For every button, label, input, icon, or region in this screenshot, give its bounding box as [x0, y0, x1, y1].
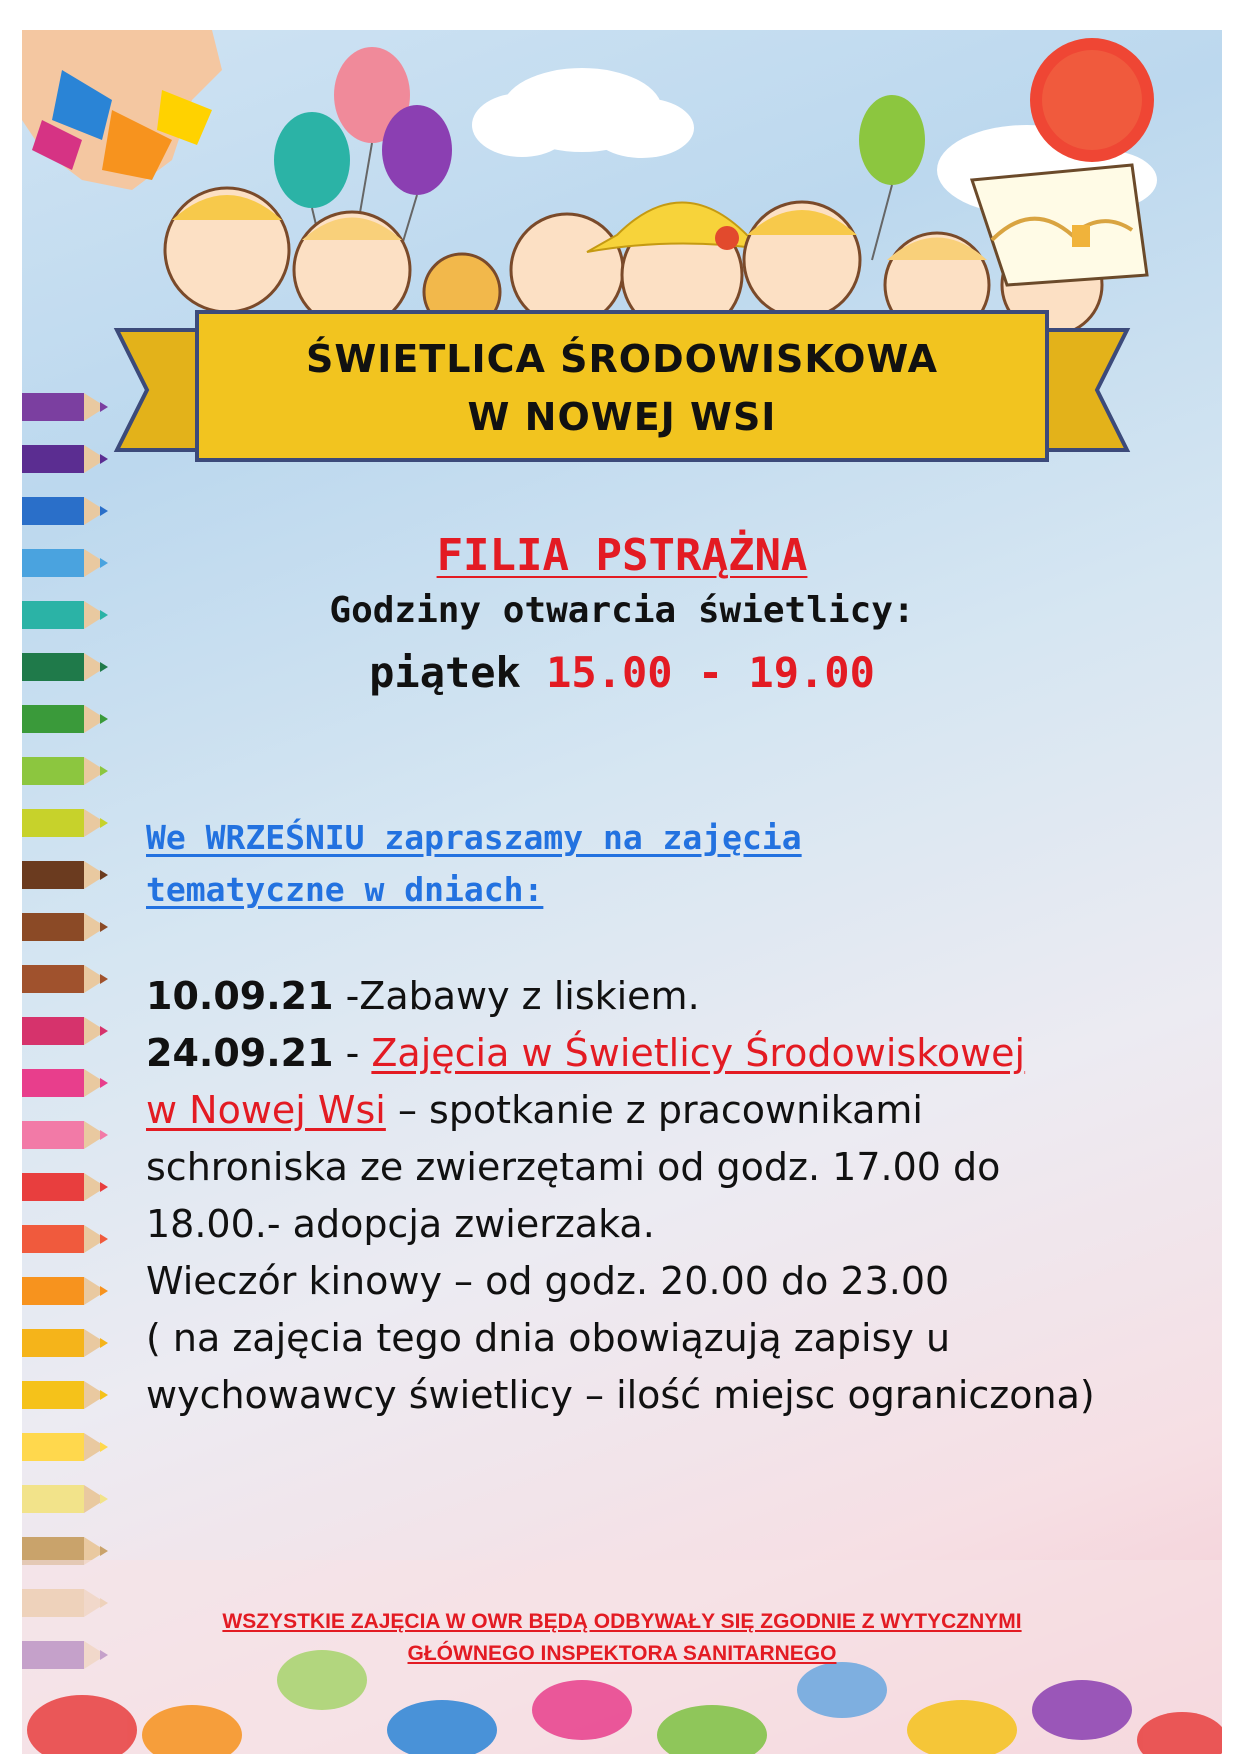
opening-day: piątek [369, 648, 521, 697]
poster [22, 30, 1222, 1754]
opening-hours-label: Godziny otwarcia świetlicy: [329, 590, 915, 631]
schedule-date: 10.09.21 [146, 974, 334, 1018]
banner-title-line-1: ŚWIETLICA ŚRODOWISKOWA [305, 337, 939, 381]
branch-name: FILIA PSTRĄŻNA [436, 530, 808, 581]
schedule-line: ( na zajęcia tego dnia obowiązują zapisy u [146, 1316, 951, 1360]
invitation-line-1: We WRZEŚNIU zapraszamy na zajęcia [146, 818, 802, 857]
event-link-continued[interactable]: w Nowej Wsi [146, 1088, 386, 1132]
schedule-item [146, 968, 1196, 1025]
footer-line-2: GŁÓWNEGO INSPEKTORA SANITARNEGO [407, 1642, 837, 1665]
schedule-line [146, 1082, 1196, 1139]
schedule-line: 18.00.- adopcja zwierzaka. [146, 1202, 655, 1246]
landscape-drawing-icon [972, 165, 1147, 285]
schedule-text: -Zabawy z liskiem. [333, 974, 700, 1018]
schedule-line: Wieczór kinowy – od godz. 20.00 do 23.00 [146, 1259, 950, 1303]
invitation-line-2: tematyczne w dniach: [146, 870, 544, 909]
schedule-separator: - [333, 1031, 372, 1075]
banner-title [22, 330, 1222, 446]
invitation-text [146, 812, 1046, 916]
opening-hours-line [22, 648, 1222, 697]
schedule-line: schroniska ze zwierzętami od godz. 17.00 do [146, 1145, 1001, 1189]
schedule-item [146, 1025, 1196, 1082]
schedule-date: 24.09.21 [146, 1031, 334, 1075]
schedule-text: – spotkanie z pracownikami [385, 1088, 923, 1132]
schedule-line: wychowawcy świetlicy – ilość miejsc ograniczona) [146, 1373, 1095, 1417]
banner-title-line-2: W NOWEJ WSI [467, 395, 777, 439]
painted-hand-icon [22, 30, 222, 190]
branch-heading [22, 530, 1222, 581]
footer-notice [22, 1606, 1222, 1670]
event-link[interactable]: Zajęcia w Świetlicy Środowiskowej [371, 1031, 1026, 1075]
opening-time: 15.00 - 19.00 [546, 648, 875, 697]
sun-icon [1030, 38, 1154, 162]
schedule-list [146, 968, 1196, 1424]
footer-line-1: WSZYSTKIE ZAJĘCIA W OWR BĘDĄ ODBYWAŁY SIĘ ZGODNIE Z WYTYCZNYMI [222, 1610, 1022, 1633]
